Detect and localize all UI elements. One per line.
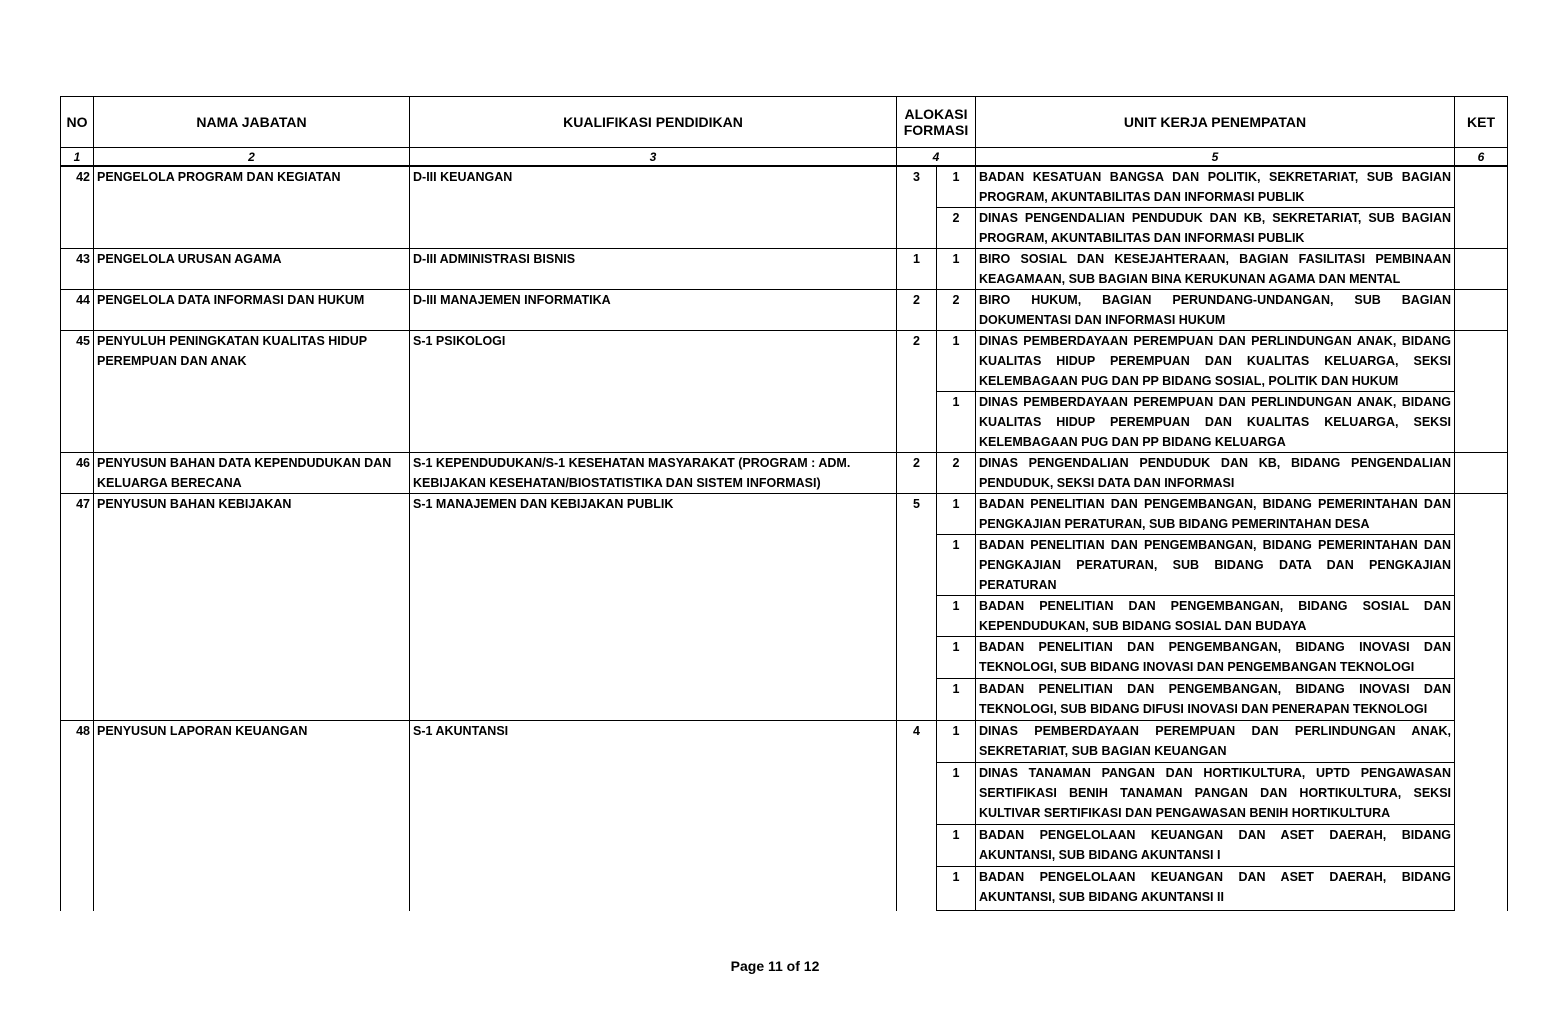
table-row — [61, 637, 1508, 679]
keterangan — [1455, 535, 1508, 596]
unit-kerja-penempatan: BADAN PENELITIAN DAN PENGEMBANGAN, BIDANG PEMERINTAHAN DAN PENGKAJIAN PERATURAN, SUB BIDANG PEMERINTAHAN DESA — [976, 494, 1455, 535]
unit-kerja-penempatan: DINAS PENGENDALIAN PENDUDUK DAN KB, BIDANG PENGENDALIAN PENDUDUK, SEKSI DATA DAN INFORMASI — [976, 453, 1455, 494]
alokasi-unit: 1 — [937, 825, 976, 867]
kualifikasi-cont — [410, 763, 897, 825]
alokasi-unit: 1 — [937, 596, 976, 637]
keterangan — [1455, 249, 1508, 290]
alokasi-unit: 1 — [937, 535, 976, 596]
alokasi-unit: 1 — [937, 867, 976, 911]
kualifikasi-cont — [410, 637, 897, 679]
alokasi-unit: 1 — [937, 392, 976, 453]
kualifikasi-pendidikan: S-1 MANAJEMEN DAN KEBIJAKAN PUBLIK — [410, 494, 897, 535]
alokasi-unit: 2 — [937, 290, 976, 331]
alokasi-total: 2 — [897, 331, 937, 392]
table-row — [61, 825, 1508, 867]
row-number-cont — [61, 763, 94, 825]
header-unit-kerja: UNIT KERJA PENEMPATAN — [976, 97, 1455, 148]
row-number-cont — [61, 392, 94, 453]
row-number-cont — [61, 596, 94, 637]
table-row — [61, 535, 1508, 596]
alokasi-total-cont — [897, 596, 937, 637]
keterangan — [1455, 392, 1508, 453]
keterangan — [1455, 166, 1508, 208]
keterangan — [1455, 637, 1508, 679]
alokasi-total-cont — [897, 535, 937, 596]
nama-jabatan-cont — [94, 535, 410, 596]
header-kualifikasi: KUALIFIKASI PENDIDIKAN — [410, 97, 897, 148]
row-number: 43 — [61, 249, 94, 290]
row-number-cont — [61, 825, 94, 867]
nama-jabatan: PENYUSUN LAPORAN KEUANGAN — [94, 721, 410, 763]
table-row — [61, 208, 1508, 249]
kualifikasi-pendidikan: S-1 AKUNTANSI — [410, 721, 897, 763]
keterangan — [1455, 763, 1508, 825]
unit-kerja-penempatan: BIRO HUKUM, BAGIAN PERUNDANG-UNDANGAN, SUB BAGIAN DOKUMENTASI DAN INFORMASI HUKUM — [976, 290, 1455, 331]
alokasi-unit: 1 — [937, 331, 976, 392]
keterangan — [1455, 290, 1508, 331]
alokasi-total-cont — [897, 867, 937, 911]
nama-jabatan-cont — [94, 392, 410, 453]
nama-jabatan: PENGELOLA PROGRAM DAN KEGIATAN — [94, 166, 410, 208]
table-row — [61, 867, 1508, 911]
kualifikasi-cont — [410, 208, 897, 249]
keterangan — [1455, 825, 1508, 867]
col-number: 1 — [61, 148, 94, 167]
keterangan — [1455, 494, 1508, 535]
table-row — [61, 494, 1508, 535]
kualifikasi-cont — [410, 679, 897, 721]
alokasi-total: 2 — [897, 290, 937, 331]
alokasi-total-cont — [897, 679, 937, 721]
nama-jabatan: PENYULUH PENINGKATAN KUALITAS HIDUP PEREMPUAN DAN ANAK — [94, 331, 410, 392]
alokasi-unit: 1 — [937, 249, 976, 290]
alokasi-unit: 2 — [937, 208, 976, 249]
kualifikasi-cont — [410, 535, 897, 596]
keterangan — [1455, 453, 1508, 494]
table-row — [61, 453, 1508, 494]
nama-jabatan-cont — [94, 867, 410, 911]
unit-kerja-penempatan: BIRO SOSIAL DAN KESEJAHTERAAN, BAGIAN FASILITASI PEMBINAAN KEAGAMAAN, SUB BAGIAN BINA KERUKUNAN AGAMA DAN MENTAL — [976, 249, 1455, 290]
col-number: 5 — [976, 148, 1455, 167]
alokasi-unit: 1 — [937, 763, 976, 825]
nama-jabatan: PENYUSUN BAHAN DATA KEPENDUDUKAN DAN KELUARGA BERECANA — [94, 453, 410, 494]
unit-kerja-penempatan: DINAS PEMBERDAYAAN PEREMPUAN DAN PERLINDUNGAN ANAK, SEKRETARIAT, SUB BAGIAN KEUANGAN — [976, 721, 1455, 763]
keterangan — [1455, 721, 1508, 763]
table-row — [61, 249, 1508, 290]
kualifikasi-cont — [410, 867, 897, 911]
table-row — [61, 721, 1508, 763]
row-number: 42 — [61, 166, 94, 208]
unit-kerja-penempatan: BADAN PENELITIAN DAN PENGEMBANGAN, BIDANG SOSIAL DAN KEPENDUDUKAN, SUB BIDANG SOSIAL DAN BUDAYA — [976, 596, 1455, 637]
alokasi-total: 3 — [897, 166, 937, 208]
nama-jabatan: PENGELOLA DATA INFORMASI DAN HUKUM — [94, 290, 410, 331]
header-alokasi: ALOKASI FORMASI — [897, 97, 976, 148]
header-ket: KET — [1455, 97, 1508, 148]
nama-jabatan-cont — [94, 637, 410, 679]
row-number-cont — [61, 679, 94, 721]
kualifikasi-pendidikan: S-1 KEPENDUDUKAN/S-1 KESEHATAN MASYARAKAT (PROGRAM : ADM. KEBIJAKAN KESEHATAN/BIOSTATISTIKA DAN SISTEM INFORMASI) — [410, 453, 897, 494]
kualifikasi-cont — [410, 596, 897, 637]
kualifikasi-pendidikan: D-III MANAJEMEN INFORMATIKA — [410, 290, 897, 331]
row-number: 44 — [61, 290, 94, 331]
header-no: NO — [61, 97, 94, 148]
row-number-cont — [61, 867, 94, 911]
row-number-cont — [61, 535, 94, 596]
keterangan — [1455, 208, 1508, 249]
keterangan — [1455, 596, 1508, 637]
kualifikasi-pendidikan: D-III KEUANGAN — [410, 166, 897, 208]
table-row — [61, 331, 1508, 392]
alokasi-total: 5 — [897, 494, 937, 535]
alokasi-total-cont — [897, 392, 937, 453]
unit-kerja-penempatan: DINAS TANAMAN PANGAN DAN HORTIKULTURA, UPTD PENGAWASAN SERTIFIKASI BENIH TANAMAN PANGAN DAN HORTIKULTURA, SEKSI KULTIVAR SERTIFIKASI DAN PENGAWASAN BENIH HORTIKULTURA — [976, 763, 1455, 825]
alokasi-total-cont — [897, 825, 937, 867]
alokasi-unit: 1 — [937, 166, 976, 208]
unit-kerja-penempatan: DINAS PENGENDALIAN PENDUDUK DAN KB, SEKRETARIAT, SUB BAGIAN PROGRAM, AKUNTABILITAS DAN INFORMASI PUBLIK — [976, 208, 1455, 249]
alokasi-unit: 1 — [937, 721, 976, 763]
table-row — [61, 166, 1508, 208]
page-footer: Page 11 of 12 — [730, 958, 820, 974]
kualifikasi-cont — [410, 392, 897, 453]
alokasi-unit: 2 — [937, 453, 976, 494]
unit-kerja-penempatan: BADAN PENELITIAN DAN PENGEMBANGAN, BIDANG PEMERINTAHAN DAN PENGKAJIAN PERATURAN, SUB BIDANG DATA DAN PENGKAJIAN PERATURAN — [976, 535, 1455, 596]
alokasi-unit: 1 — [937, 679, 976, 721]
unit-kerja-penempatan: BADAN KESATUAN BANGSA DAN POLITIK, SEKRETARIAT, SUB BAGIAN PROGRAM, AKUNTABILITAS DAN INFORMASI PUBLIK — [976, 166, 1455, 208]
nama-jabatan-cont — [94, 763, 410, 825]
kualifikasi-cont — [410, 825, 897, 867]
table-row — [61, 290, 1508, 331]
kualifikasi-pendidikan: S-1 PSIKOLOGI — [410, 331, 897, 392]
table-row — [61, 392, 1508, 453]
unit-kerja-penempatan: BADAN PENGELOLAAN KEUANGAN DAN ASET DAERAH, BIDANG AKUNTANSI, SUB BIDANG AKUNTANSI I — [976, 825, 1455, 867]
nama-jabatan-cont — [94, 825, 410, 867]
alokasi-total: 2 — [897, 453, 937, 494]
nama-jabatan-cont — [94, 679, 410, 721]
row-number-cont — [61, 637, 94, 679]
formasi-table — [60, 96, 1508, 911]
alokasi-unit: 1 — [937, 494, 976, 535]
alokasi-total-cont — [897, 763, 937, 825]
col-number: 3 — [410, 148, 897, 167]
unit-kerja-penempatan: DINAS PEMBERDAYAAN PEREMPUAN DAN PERLINDUNGAN ANAK, BIDANG KUALITAS HIDUP PEREMPUAN DAN KUALITAS KELUARGA, SEKSI KELEMBAGAAN PUG DAN PP BIDANG KELUARGA — [976, 392, 1455, 453]
nama-jabatan-cont — [94, 208, 410, 249]
keterangan — [1455, 331, 1508, 392]
keterangan — [1455, 867, 1508, 911]
kualifikasi-pendidikan: D-III ADMINISTRASI BISNIS — [410, 249, 897, 290]
row-number: 46 — [61, 453, 94, 494]
row-number-cont — [61, 208, 94, 249]
header-nama-jabatan: NAMA JABATAN — [94, 97, 410, 148]
table-row — [61, 596, 1508, 637]
row-number: 47 — [61, 494, 94, 535]
keterangan — [1455, 679, 1508, 721]
alokasi-total: 4 — [897, 721, 937, 763]
row-number: 48 — [61, 721, 94, 763]
unit-kerja-penempatan: DINAS PEMBERDAYAAN PEREMPUAN DAN PERLINDUNGAN ANAK, BIDANG KUALITAS HIDUP PEREMPUAN DAN KUALITAS KELUARGA, SEKSI KELEMBAGAAN PUG DAN PP BIDANG SOSIAL, POLITIK DAN HUKUM — [976, 331, 1455, 392]
row-number: 45 — [61, 331, 94, 392]
nama-jabatan: PENYUSUN BAHAN KEBIJAKAN — [94, 494, 410, 535]
col-number: 6 — [1455, 148, 1508, 167]
col-number: 2 — [94, 148, 410, 167]
table-body — [61, 166, 1508, 911]
table-row — [61, 763, 1508, 825]
unit-kerja-penempatan: BADAN PENELITIAN DAN PENGEMBANGAN, BIDANG INOVASI DAN TEKNOLOGI, SUB BIDANG INOVASI DAN PENGEMBANGAN TEKNOLOGI — [976, 637, 1455, 679]
alokasi-total-cont — [897, 208, 937, 249]
alokasi-unit: 1 — [937, 637, 976, 679]
table-row — [61, 679, 1508, 721]
alokasi-total: 1 — [897, 249, 937, 290]
unit-kerja-penempatan: BADAN PENELITIAN DAN PENGEMBANGAN, BIDANG INOVASI DAN TEKNOLOGI, SUB BIDANG DIFUSI INOVASI DAN PENERAPAN TEKNOLOGI — [976, 679, 1455, 721]
unit-kerja-penempatan: BADAN PENGELOLAAN KEUANGAN DAN ASET DAERAH, BIDANG AKUNTANSI, SUB BIDANG AKUNTANSI II — [976, 867, 1455, 911]
nama-jabatan-cont — [94, 596, 410, 637]
alokasi-total-cont — [897, 637, 937, 679]
col-number: 4 — [897, 148, 976, 167]
nama-jabatan: PENGELOLA URUSAN AGAMA — [94, 249, 410, 290]
